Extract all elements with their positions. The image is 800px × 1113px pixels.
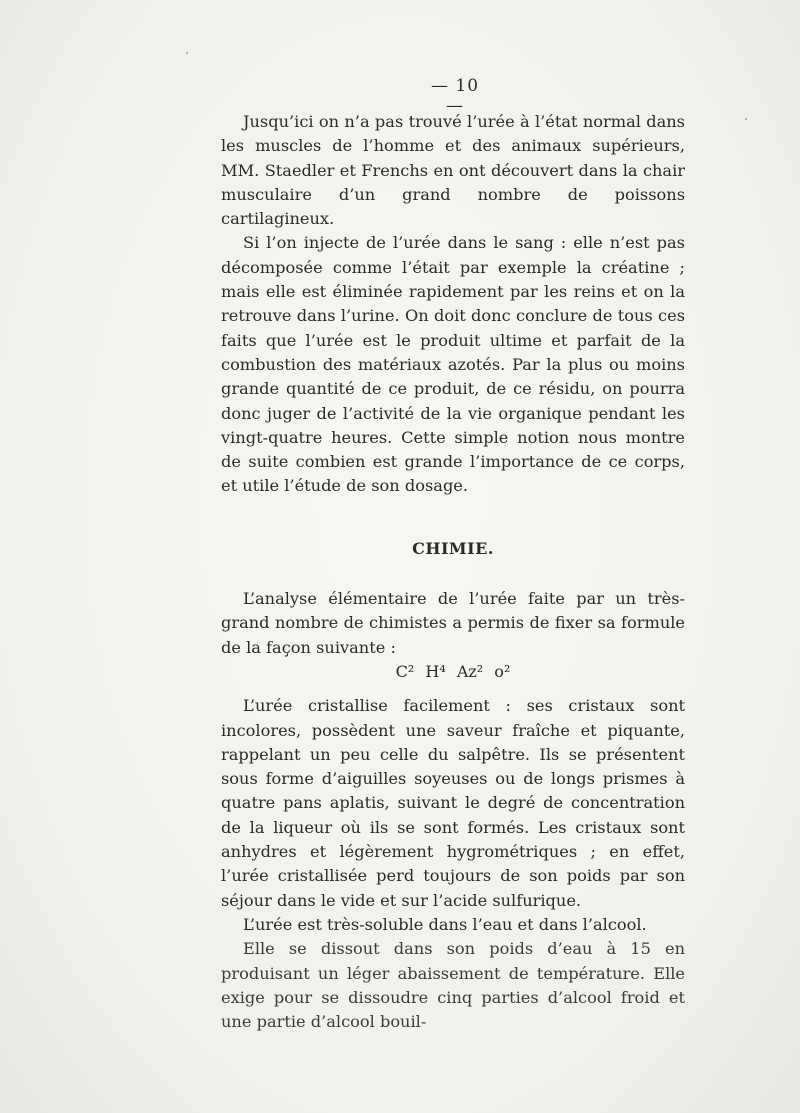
paragraph: L’analyse élémentaire de l’urée faite par un très-grand nombre de chimistes a permis de fixer sa formule de la façon suivante : (221, 589, 685, 657)
paragraph: Elle se dissout dans son poids d’eau à 15 en produisant un léger abaissement de température. Elle exige pour se dissoudre cinq parties d’alcool froid et une partie d’alcool bouil- (221, 939, 685, 1032)
paragraph: Jusqu’ici on n’a pas trouvé l’urée à l’état normal dans les muscles de l’homme et des animaux supérieurs, MM. Staedler et Frenchs en ont découvert dans la chair musculaire d’un grand nombre de poissons cartilagineux. (221, 112, 685, 229)
chemical-formula: C² H⁴ Az² o² (395, 661, 511, 681)
paper-speck (745, 118, 747, 120)
paper-speck (186, 52, 188, 54)
section-title: CHIMIE. (412, 538, 494, 558)
paragraph: L’urée est très-soluble dans l’eau et dans l’alcool. (243, 914, 647, 934)
paragraph: Si l’on injecte de l’urée dans le sang : elle n’est pas décomposée comme l’était par exemple la créatine ; mais elle est éliminée rapidement par les reins et on la retrouve dans l’urine. On doit donc conclure de tous ces faits que l’urée est le produit ultime et parfait de la combustion des matériaux azotés. Par la plus ou moins grande quantité de ce produit, de ce résidu, on pourra donc juger de l’activité de la vie organique pendant les vingt-quatre heures. Cette simple notion nous montre de suite combien est grande l’importance de ce corps, et utile l’étude de son dosage. (221, 233, 685, 496)
paragraph: L’urée cristallise facilement : ses cristaux sont incolores, possèdent une saveur fraîche et piquante, rappelant un peu celle du salpêtre. Ils se présentent sous forme d’aiguilles soyeuses ou de longs prismes à quatre pans aplatis, suivant le degré de concentration de la liqueur où ils se sont formés. Les cristaux sont anhydres et légèrement hygrométriques ; en effet, l’urée cristallisée perd toujours de son poids par son séjour dans le vide et sur l’acide sulfurique. (221, 696, 685, 910)
page-number: — 10 — (430, 76, 480, 116)
body-text (221, 110, 685, 1034)
